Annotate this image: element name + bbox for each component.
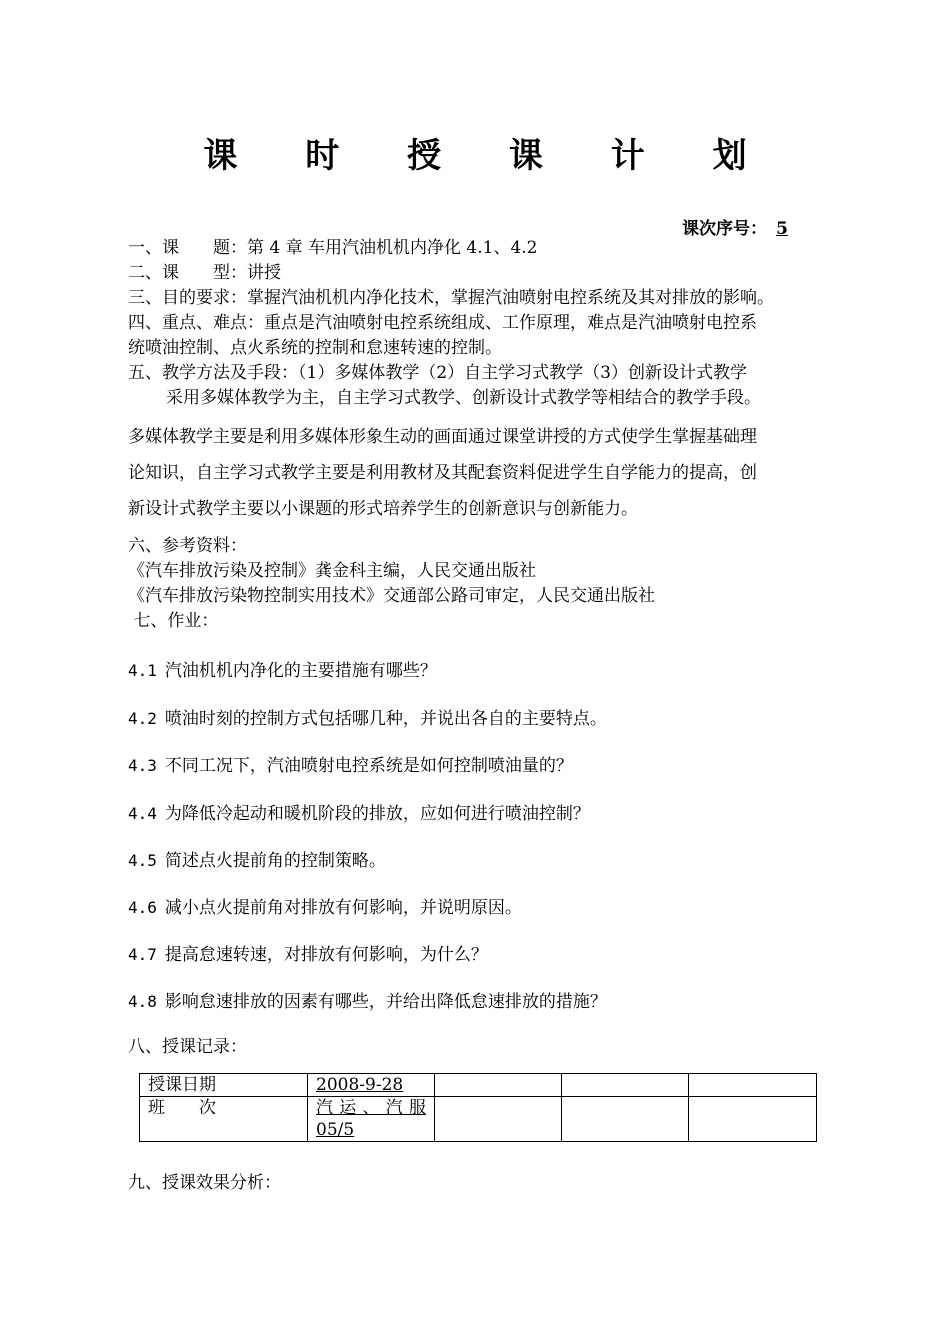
homework-question — [128, 987, 607, 1012]
reference-item-2: 《汽车排放污染物控制实用技术》交通部公路司审定，人民交通出版社 — [128, 586, 655, 606]
question-number: 4.2 — [128, 709, 157, 728]
homework-question — [128, 940, 488, 965]
homework-question — [128, 751, 573, 776]
question-text: 减小点火提前角对排放有何影响，并说明原因。 — [164, 898, 522, 918]
methods-paragraph-line-1: 多媒体教学主要是利用多媒体形象生动的画面通过课堂讲授的方式使学生掌握基础理 — [128, 427, 757, 447]
record-date-value: 2008-9-28 — [308, 1074, 435, 1097]
question-number: 4.8 — [128, 992, 157, 1011]
teaching-record-table — [139, 1073, 817, 1142]
record-class-label: 班 次 — [140, 1097, 308, 1142]
table-cell-empty — [562, 1074, 689, 1097]
record-class-value-line-1: 汽运、汽服 — [316, 1098, 426, 1118]
record-class-value — [308, 1097, 435, 1142]
question-number: 4.6 — [128, 898, 157, 917]
question-text: 汽油机机内净化的主要措施有哪些？ — [164, 661, 437, 681]
methods-paragraph-line-2: 论知识，自主学习式教学主要是利用教材及其配套资料促进学生自学能力的提高，创 — [128, 463, 757, 483]
question-text: 影响怠速排放的因素有哪些，并给出降低怠速排放的措施？ — [164, 992, 607, 1012]
question-text: 喷油时刻的控制方式包括哪几种，并说出各自的主要特点。 — [164, 709, 607, 729]
record-date-label: 授课日期 — [140, 1074, 308, 1097]
references-heading: 六、参考资料： — [128, 536, 247, 556]
homework-question — [128, 893, 522, 918]
table-cell-empty — [689, 1097, 817, 1142]
table-cell-empty — [435, 1097, 562, 1142]
serial-label: 课次序号： — [682, 219, 767, 239]
analysis-heading: 九、授课效果分析： — [128, 1173, 281, 1193]
serial-value: 5 — [776, 219, 788, 239]
key-points-line-2: 统喷油控制、点火系统的控制和怠速转速的控制。 — [128, 338, 502, 358]
question-text: 不同工况下，汽油喷射电控系统是如何控制喷油量的？ — [164, 756, 573, 776]
table-cell-empty — [435, 1074, 562, 1097]
table-cell-empty — [562, 1097, 689, 1142]
table-row — [140, 1074, 817, 1097]
question-text: 简述点火提前角的控制策略。 — [164, 851, 386, 871]
question-number: 4.3 — [128, 756, 157, 775]
question-number: 4.7 — [128, 945, 157, 964]
homework-question — [128, 799, 590, 824]
serial-number — [682, 214, 797, 239]
course-type-line: 二、课 型：讲授 — [128, 263, 281, 283]
homework-question — [128, 846, 386, 871]
question-number: 4.1 — [128, 661, 157, 680]
objectives-line: 三、目的要求：掌握汽油机机内净化技术，掌握汽油喷射电控系统及其对排放的影响。 — [128, 288, 774, 308]
record-heading: 八、授课记录： — [128, 1037, 247, 1057]
course-topic-line: 一、课 题：第 4 章 车用汽油机机内净化 4.1、4.2 — [128, 238, 538, 258]
page-title: 课 时 授 课 计 划 — [203, 136, 775, 176]
homework-question — [128, 656, 437, 681]
reference-item-1: 《汽车排放污染及控制》龚金科主编，人民交通出版社 — [128, 561, 536, 581]
question-text: 提高怠速转速，对排放有何影响，为什么？ — [164, 945, 488, 965]
table-cell-empty — [689, 1074, 817, 1097]
homework-question — [128, 704, 607, 729]
methods-line-1: 五、教学方法及手段：（1）多媒体教学（2）自主学习式教学（3）创新设计式教学 — [128, 363, 747, 383]
question-number: 4.4 — [128, 804, 157, 823]
record-class-value-line-2: 05/5 — [316, 1120, 355, 1140]
key-points-line-1: 四、重点、难点：重点是汽油喷射电控系统组成、工作原理，难点是汽油喷射电控系 — [128, 313, 757, 333]
homework-heading: 七、作业： — [128, 611, 219, 631]
question-number: 4.5 — [128, 851, 157, 870]
methods-line-2: 采用多媒体教学为主，自主学习式教学、创新设计式教学等相结合的教学手段。 — [166, 388, 761, 408]
table-row — [140, 1097, 817, 1142]
question-text: 为降低冷起动和暖机阶段的排放，应如何进行喷油控制？ — [164, 804, 590, 824]
methods-paragraph-line-3: 新设计式教学主要以小课题的形式培养学生的创新意识与创新能力。 — [128, 499, 638, 519]
